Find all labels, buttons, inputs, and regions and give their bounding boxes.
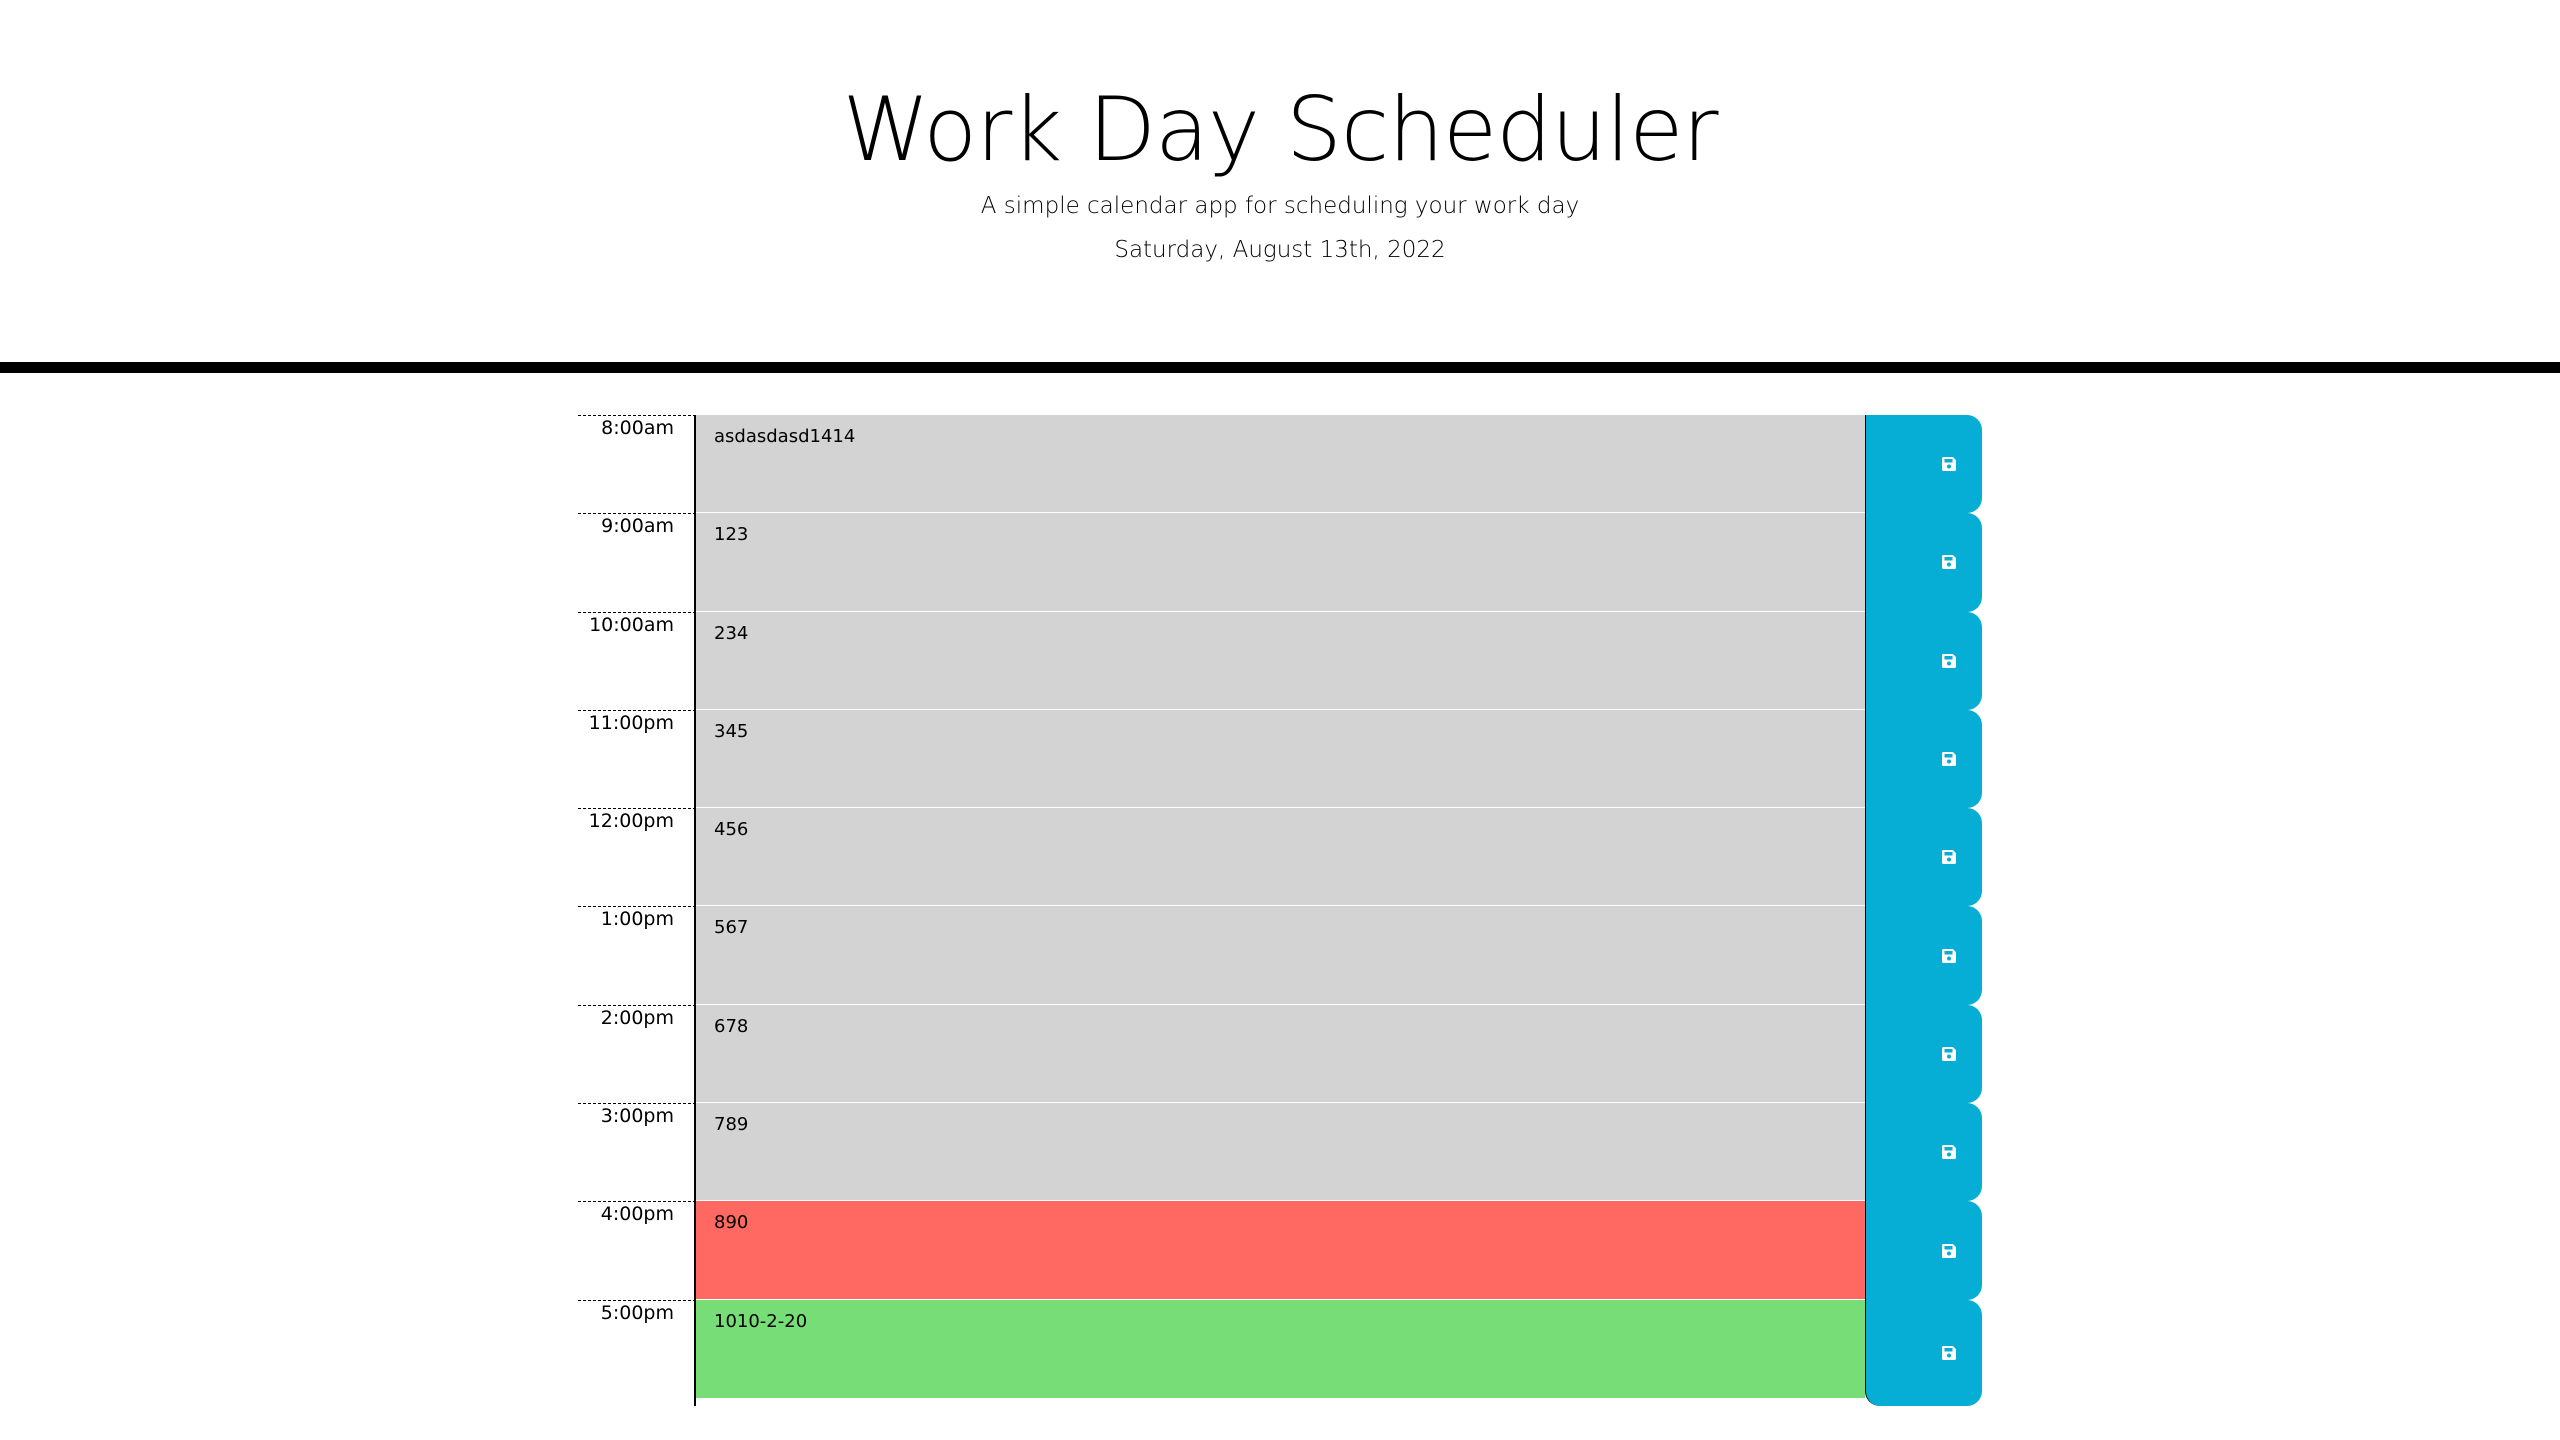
save-icon bbox=[1941, 1345, 1957, 1361]
hour-label: 10:00am bbox=[578, 612, 696, 710]
save-button[interactable] bbox=[1865, 1300, 1982, 1406]
event-description-input[interactable] bbox=[696, 415, 1865, 513]
hour-label: 2:00pm bbox=[578, 1005, 696, 1103]
hour-label: 3:00pm bbox=[578, 1103, 696, 1201]
hour-label: 11:00pm bbox=[578, 710, 696, 808]
hour-label: 9:00am bbox=[578, 513, 696, 611]
save-button[interactable] bbox=[1865, 1201, 1982, 1299]
time-block-12pm bbox=[578, 808, 1982, 906]
event-description-input[interactable] bbox=[696, 1103, 1865, 1201]
hour-label: 8:00am bbox=[578, 415, 696, 513]
save-button[interactable] bbox=[1865, 1103, 1982, 1201]
save-button[interactable] bbox=[1865, 1005, 1982, 1103]
event-description-input[interactable] bbox=[696, 710, 1865, 808]
save-icon bbox=[1941, 1046, 1957, 1062]
scheduler-container bbox=[578, 415, 1982, 1398]
hour-label: 5:00pm bbox=[578, 1300, 696, 1406]
save-button[interactable] bbox=[1865, 415, 1982, 513]
save-icon bbox=[1941, 554, 1957, 570]
event-description-input[interactable] bbox=[696, 1300, 1865, 1398]
event-description-input[interactable] bbox=[696, 1005, 1865, 1103]
save-button[interactable] bbox=[1865, 906, 1982, 1004]
time-block-11 bbox=[578, 710, 1982, 808]
current-day: Saturday, August 13th, 2022 bbox=[1114, 237, 1446, 263]
event-description-input[interactable] bbox=[696, 513, 1865, 611]
time-block-3pm bbox=[578, 1103, 1982, 1201]
save-button[interactable] bbox=[1865, 710, 1982, 808]
hour-label: 1:00pm bbox=[578, 906, 696, 1004]
save-icon bbox=[1941, 1243, 1957, 1259]
event-description-input[interactable] bbox=[696, 808, 1865, 906]
hour-label: 4:00pm bbox=[578, 1201, 696, 1299]
save-icon bbox=[1941, 751, 1957, 767]
page-subtitle: A simple calendar app for scheduling your work day bbox=[980, 193, 1580, 219]
event-description-input[interactable] bbox=[696, 612, 1865, 710]
time-block-2pm bbox=[578, 1005, 1982, 1103]
time-block-8am bbox=[578, 415, 1982, 513]
event-description-input[interactable] bbox=[696, 906, 1865, 1004]
time-block-4pm bbox=[578, 1201, 1982, 1299]
time-block-9am bbox=[578, 513, 1982, 611]
hour-label: 12:00pm bbox=[578, 808, 696, 906]
time-block-5pm bbox=[578, 1300, 1982, 1398]
event-description-input[interactable] bbox=[696, 1201, 1865, 1299]
time-block-1pm bbox=[578, 906, 1982, 1004]
save-icon bbox=[1941, 948, 1957, 964]
save-button[interactable] bbox=[1865, 612, 1982, 710]
page-header bbox=[0, 0, 2560, 373]
save-button[interactable] bbox=[1865, 513, 1982, 611]
save-icon bbox=[1941, 1144, 1957, 1160]
page-title: Work Day Scheduler bbox=[842, 78, 1718, 181]
save-icon bbox=[1941, 456, 1957, 472]
save-icon bbox=[1941, 653, 1957, 669]
time-block-10am bbox=[578, 612, 1982, 710]
save-button[interactable] bbox=[1865, 808, 1982, 906]
save-icon bbox=[1941, 849, 1957, 865]
